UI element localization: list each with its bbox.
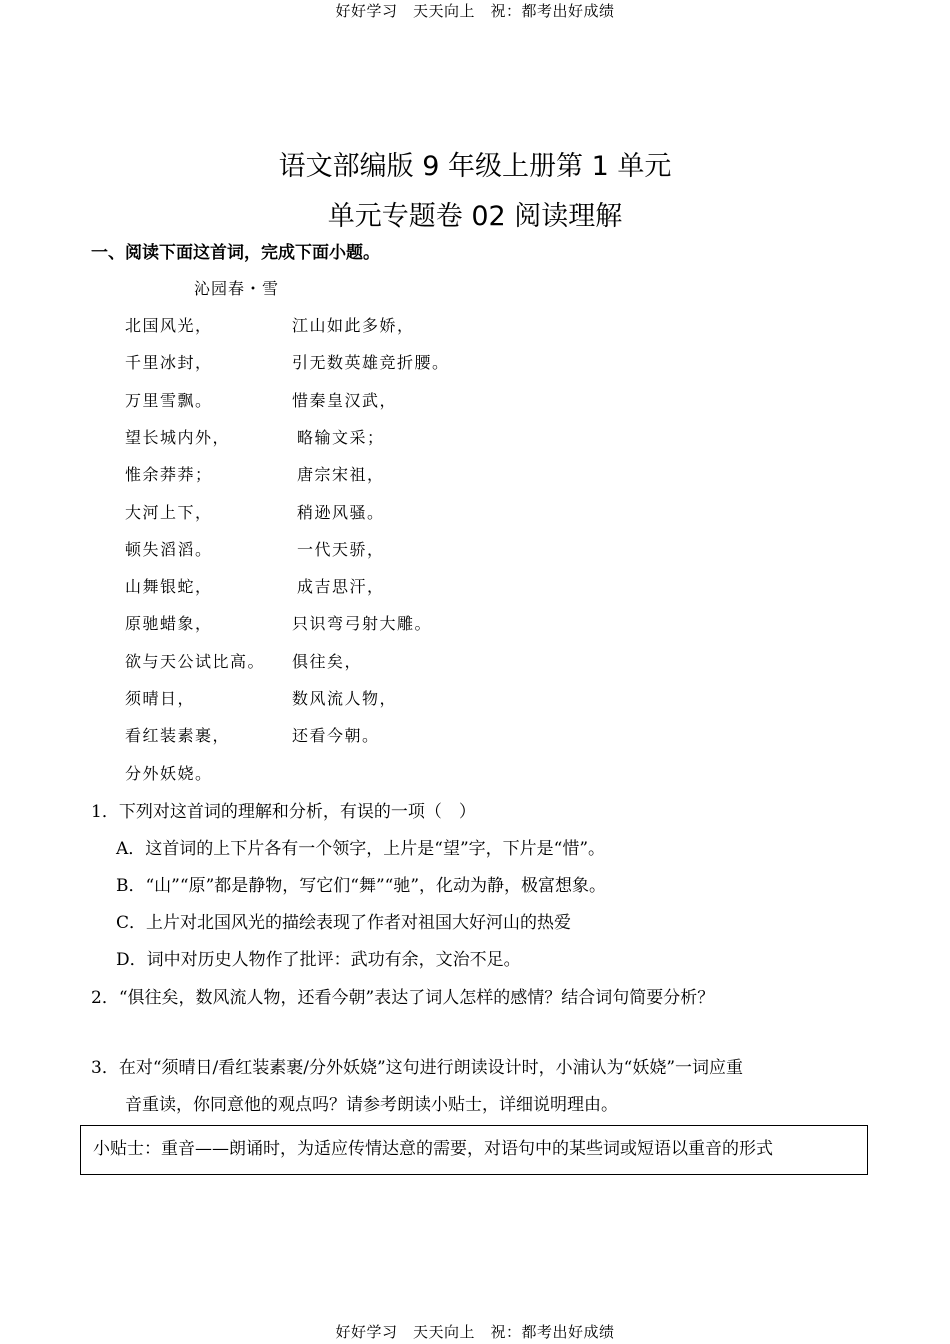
poem-line-left: 大河上下， xyxy=(125,502,213,522)
page-footer: 好好学习 天天向上 祝：都考出好成绩 xyxy=(335,1323,615,1341)
question-1-option-b: B．“山”“原”都是静物，写它们“舞”“驰”，化动为静，极富想象。 xyxy=(116,876,607,896)
poem-line-right: 惜秦皇汉武， xyxy=(292,390,398,410)
poem-line xyxy=(125,574,525,596)
poem-line xyxy=(125,761,525,783)
reading-tip-text: 小贴士：重音——朗诵时，为适应传情达意的需要，对语句中的某些词或短语以重音的形式 xyxy=(93,1139,773,1159)
poem-line-left: 惟余莽莽； xyxy=(125,465,213,485)
section-heading: 一、阅读下面这首词，完成下面小题。 xyxy=(91,243,380,263)
poem-line-left: 看红装素裹， xyxy=(125,726,231,746)
poem-line-left: 欲与天公试比高。 xyxy=(125,651,266,671)
poem-line xyxy=(125,500,525,522)
poem-line-left: 原驰蜡象， xyxy=(125,614,213,634)
poem-line xyxy=(125,313,525,335)
poem-line-left: 望长城内外， xyxy=(125,427,231,447)
poem-line xyxy=(125,611,525,633)
poem-title: 沁园春・雪 xyxy=(194,279,280,298)
question-3-line-1: 3．在对“须晴日/看红装素裹/分外妖娆”这句进行朗读设计时，小浦认为“妖娆”一词应重 xyxy=(91,1058,744,1078)
question-1-option-a: A．这首词的上下片各有一个领字，上片是“望”字，下片是“惜”。 xyxy=(116,839,606,859)
poem-line-left: 须晴日， xyxy=(125,689,196,708)
poem-line xyxy=(125,723,525,745)
poem-line xyxy=(125,537,525,559)
poem-line xyxy=(125,686,525,708)
poem-line-right: 还看今朝。 xyxy=(292,726,380,746)
question-1-option-c: C．上片对北国风光的描绘表现了作者对祖国大好河山的热爱 xyxy=(116,913,572,933)
document-title: 语文部编版 9 年级上册第 1 单元 xyxy=(278,151,672,182)
poem-line-right: 一代天骄， xyxy=(297,539,385,559)
poem-line-right: 成吉思汗， xyxy=(297,577,385,597)
poem-line-right: 俱往矣， xyxy=(292,651,363,671)
question-1-option-d: D．词中对历史人物作了批评：武功有余，文治不足。 xyxy=(116,950,521,970)
poem-line-left: 分外妖娆。 xyxy=(125,763,213,783)
poem-line xyxy=(125,649,525,671)
page-header: 好好学习 天天向上 祝：都考出好成绩 xyxy=(335,2,615,20)
poem-line xyxy=(125,388,525,410)
question-2-stem: 2．“俱往矣，数风流人物，还看今朝”表达了词人怎样的感情？结合词句简要分析？ xyxy=(91,988,715,1008)
question-1-stem: 1．下列对这首词的理解和分析，有误的一项（ ） xyxy=(91,802,476,822)
reading-tip-box xyxy=(80,1125,868,1175)
poem-line xyxy=(125,425,525,447)
poem-line xyxy=(125,350,525,372)
poem-line-right: 稍逊风骚。 xyxy=(297,502,385,522)
poem-line-right: 唐宗宋祖， xyxy=(297,465,385,485)
document-subtitle: 单元专题卷 02 阅读理解 xyxy=(327,201,623,232)
poem-line-right: 只识弯弓射大雕。 xyxy=(292,614,433,634)
question-3-line-2: 音重读，你同意他的观点吗？请参考朗读小贴士，详细说明理由。 xyxy=(125,1095,618,1115)
poem-line-left: 北国风光， xyxy=(125,316,213,335)
poem-line-left: 千里冰封， xyxy=(125,353,213,373)
poem-line-left: 万里雪飘。 xyxy=(125,390,213,410)
poem-line-right: 引无数英雄竞折腰。 xyxy=(292,353,450,373)
poem-line-right: 数风流人物， xyxy=(292,689,398,708)
poem-line-left: 山舞银蛇， xyxy=(125,577,213,597)
poem-line-right: 江山如此多娇， xyxy=(292,316,415,335)
poem-line-right: 略输文采； xyxy=(297,427,385,447)
poem-line-left: 顿失滔滔。 xyxy=(125,539,213,559)
poem-line xyxy=(125,462,525,484)
